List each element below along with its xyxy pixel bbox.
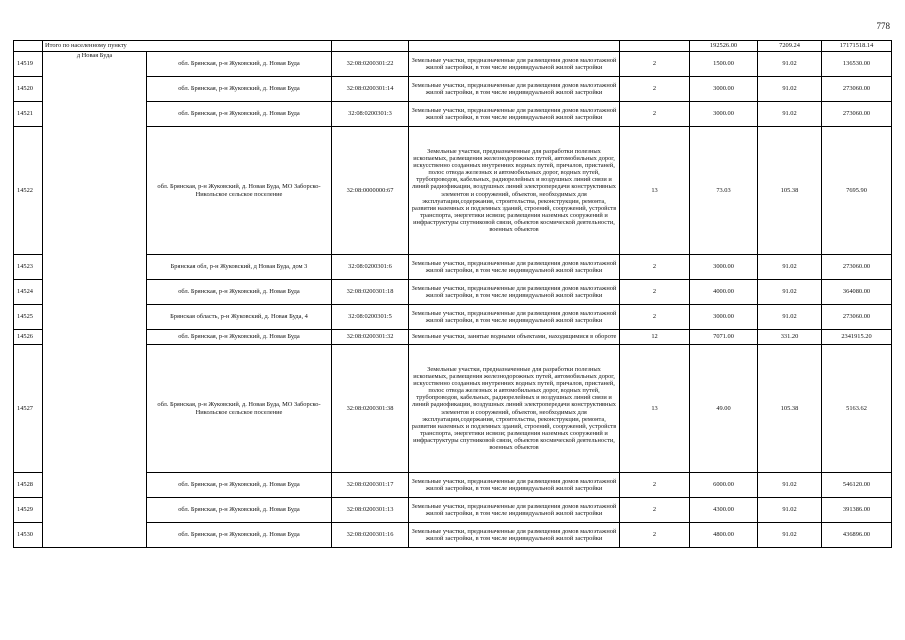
row-category: 12 xyxy=(620,330,690,345)
row-address: Брянская область, р-н Жуковский, д. Новая Буда, 4 xyxy=(147,305,332,330)
row-kadastr-number: 32:08:0200301:32 xyxy=(332,330,409,345)
row-kadastr-number: 32:08:0000000:67 xyxy=(332,127,409,255)
row-area: 3000.00 xyxy=(690,102,758,127)
row-address: обл. Брянская, р-н Жуковский, д. Новая Буда xyxy=(147,77,332,102)
row-area: 3000.00 xyxy=(690,255,758,280)
page-number: 778 xyxy=(876,21,890,31)
row-category: 2 xyxy=(620,280,690,305)
row-category: 13 xyxy=(620,345,690,473)
row-category: 2 xyxy=(620,102,690,127)
row-address: обл. Брянская, р-н Жуковский, д. Новая Буда xyxy=(147,523,332,548)
row-number: 14523 xyxy=(14,255,43,280)
row-kadastr-number: 32:08:0200301:16 xyxy=(332,523,409,548)
row-category: 2 xyxy=(620,52,690,77)
total-num-cell xyxy=(14,41,43,52)
row-category: 2 xyxy=(620,255,690,280)
row-category: 2 xyxy=(620,523,690,548)
row-land-use: Земельные участки, предназначенные для размещения домов малоэтажной жилой застройки, в том числе индивидуальной жилой застройки xyxy=(409,280,620,305)
row-number: 14528 xyxy=(14,473,43,498)
row-land-use: Земельные участки, предназначенные для размещения домов малоэтажной жилой застройки, в том числе индивидуальной жилой застройки xyxy=(409,498,620,523)
row-land-use: Земельные участки, предназначенные для размещения домов малоэтажной жилой застройки, в том числе индивидуальной жилой застройки xyxy=(409,102,620,127)
total-area: 192526.00 xyxy=(690,41,758,52)
row-land-use: Земельные участки, предназначенные для разработки полезных ископаемых, размещения железнодорожных путей, автомобильных дорог, искусственно созданных внутренних водных путей, причалов, пристаней, полос отвода железных и автомобильных дорог, водных путей, трубопроводов, кабельных, радиорелейных и воздушных линий связи и линий радиофикации, воздушных линий электропередачи конструктивных элементов и сооружений, объектов, необходимых для эксплуатации,содержания, строительства, реконструкции, ремонта, развития наземных и подземных зданий, строений, сооружений, устройств транспорта, энергетики исвязи; размещения наземных сооружений и инфраструктуры спутниковой связи, объектов космической деятельности, военных объектов xyxy=(409,127,620,255)
total-label: Итого по населенному пункту xyxy=(43,41,332,52)
row-kadastr-number: 32:08:0200301:14 xyxy=(332,77,409,102)
row-kadastr-number: 32:08:0200301:22 xyxy=(332,52,409,77)
row-kadastr-number: 32:08:0200301:13 xyxy=(332,498,409,523)
row-land-use: Земельные участки, занятые водными объектами, находящимися в обороте xyxy=(409,330,620,345)
row-cost: 273060.00 xyxy=(822,255,892,280)
row-area: 49.00 xyxy=(690,345,758,473)
row-address: обл. Брянская, р-н Жуковский, д. Новая Буда xyxy=(147,330,332,345)
total-kadastr-cell xyxy=(332,41,409,52)
row-rate: 91.02 xyxy=(758,255,822,280)
row-rate: 105.38 xyxy=(758,127,822,255)
row-cost: 5163.62 xyxy=(822,345,892,473)
row-number: 14519 xyxy=(14,52,43,77)
row-cost: 273060.00 xyxy=(822,102,892,127)
row-land-use: Земельные участки, предназначенные для размещения домов малоэтажной жилой застройки, в том числе индивидуальной жилой застройки xyxy=(409,523,620,548)
row-land-use: Земельные участки, предназначенные для размещения домов малоэтажной жилой застройки, в том числе индивидуальной жилой застройки xyxy=(409,473,620,498)
locality-name: д Новая Буда xyxy=(43,52,147,548)
row-area: 3000.00 xyxy=(690,305,758,330)
row-kadastr-number: 32:08:0200301:38 xyxy=(332,345,409,473)
row-cost: 7695.90 xyxy=(822,127,892,255)
row-category: 2 xyxy=(620,77,690,102)
row-kadastr-number: 32:08:0200301:5 xyxy=(332,305,409,330)
row-area: 7071.00 xyxy=(690,330,758,345)
row-land-use: Земельные участки, предназначенные для размещения домов малоэтажной жилой застройки, в том числе индивидуальной жилой застройки xyxy=(409,52,620,77)
row-number: 14526 xyxy=(14,330,43,345)
table-row xyxy=(14,52,892,77)
row-rate: 91.02 xyxy=(758,523,822,548)
row-rate: 91.02 xyxy=(758,52,822,77)
row-rate: 91.02 xyxy=(758,280,822,305)
total-category-cell xyxy=(620,41,690,52)
row-cost: 273060.00 xyxy=(822,77,892,102)
row-cost: 391386.00 xyxy=(822,498,892,523)
row-rate: 105.38 xyxy=(758,345,822,473)
row-cost: 273060.00 xyxy=(822,305,892,330)
row-cost: 136530.00 xyxy=(822,52,892,77)
row-rate: 91.02 xyxy=(758,102,822,127)
row-cost: 2341915.20 xyxy=(822,330,892,345)
row-kadastr-number: 32:08:0200301:17 xyxy=(332,473,409,498)
row-area: 3000.00 xyxy=(690,77,758,102)
row-number: 14529 xyxy=(14,498,43,523)
row-area: 4300.00 xyxy=(690,498,758,523)
row-address: обл. Брянская, р-н Жуковский, д. Новая Буда xyxy=(147,52,332,77)
row-address: обл. Брянская, р-н Жуковский, д. Новая Буда xyxy=(147,498,332,523)
row-address: Брянская обл, р-н Жуковский, д Новая Буда, дом 3 xyxy=(147,255,332,280)
row-kadastr-number: 32:08:0200301:3 xyxy=(332,102,409,127)
row-number: 14520 xyxy=(14,77,43,102)
cadastral-value-table xyxy=(13,40,892,548)
row-land-use: Земельные участки, предназначенные для размещения домов малоэтажной жилой застройки, в том числе индивидуальной жилой застройки xyxy=(409,77,620,102)
row-number: 14521 xyxy=(14,102,43,127)
total-cost: 17171518.14 xyxy=(822,41,892,52)
row-area: 4800.00 xyxy=(690,523,758,548)
row-rate: 331.20 xyxy=(758,330,822,345)
row-cost: 546120.00 xyxy=(822,473,892,498)
row-address: обл. Брянская, р-н Жуковский, д. Новая Буда, МО Заборско-Никольское сельское поселение xyxy=(147,345,332,473)
row-cost: 436896.00 xyxy=(822,523,892,548)
row-number: 14530 xyxy=(14,523,43,548)
row-land-use: Земельные участки, предназначенные для размещения домов малоэтажной жилой застройки, в том числе индивидуальной жилой застройки xyxy=(409,305,620,330)
total-rate: 7209.24 xyxy=(758,41,822,52)
row-address: обл. Брянская, р-н Жуковский, д. Новая Буда xyxy=(147,102,332,127)
row-address: обл. Брянская, р-н Жуковский, д. Новая Буда xyxy=(147,473,332,498)
row-address: обл. Брянская, р-н Жуковский, д. Новая Буда xyxy=(147,280,332,305)
row-area: 4000.00 xyxy=(690,280,758,305)
row-rate: 91.02 xyxy=(758,305,822,330)
row-rate: 91.02 xyxy=(758,498,822,523)
row-area: 1500.00 xyxy=(690,52,758,77)
row-number: 14522 xyxy=(14,127,43,255)
row-number: 14527 xyxy=(14,345,43,473)
row-area: 73.03 xyxy=(690,127,758,255)
row-address: обл. Брянская, р-н Жуковский, д. Новая Буда, МО Заборско-Никольское сельское поселение xyxy=(147,127,332,255)
row-land-use: Земельные участки, предназначенные для размещения домов малоэтажной жилой застройки, в том числе индивидуальной жилой застройки xyxy=(409,255,620,280)
row-kadastr-number: 32:08:0200301:18 xyxy=(332,280,409,305)
row-cost: 364080.00 xyxy=(822,280,892,305)
row-rate: 91.02 xyxy=(758,77,822,102)
row-number: 14525 xyxy=(14,305,43,330)
row-land-use: Земельные участки, предназначенные для разработки полезных ископаемых, размещения железнодорожных путей, автомобильных дорог, искусственно созданных внутренних водных путей, причалов, пристаней, полос отвода железных и автомобильных дорог, водных путей, трубопроводов, кабельных, радиорелейных и воздушных линий связи и линий радиофикации, воздушных линий электропередачи конструктивных элементов и сооружений, объектов, необходимых для эксплуатации,содержания, строительства, реконструкции, ремонта, развития наземных и подземных зданий, строений, сооружений, устройств транспорта, энергетики исвязи; размещения наземных сооружений и инфраструктуры спутниковой связи, объектов космической деятельности, военных объектов xyxy=(409,345,620,473)
row-area: 6000.00 xyxy=(690,473,758,498)
row-category: 2 xyxy=(620,473,690,498)
total-use-cell xyxy=(409,41,620,52)
row-category: 2 xyxy=(620,498,690,523)
row-kadastr-number: 32:08:0200301:6 xyxy=(332,255,409,280)
row-category: 13 xyxy=(620,127,690,255)
total-row xyxy=(14,41,892,52)
row-number: 14524 xyxy=(14,280,43,305)
row-category: 2 xyxy=(620,305,690,330)
row-rate: 91.02 xyxy=(758,473,822,498)
